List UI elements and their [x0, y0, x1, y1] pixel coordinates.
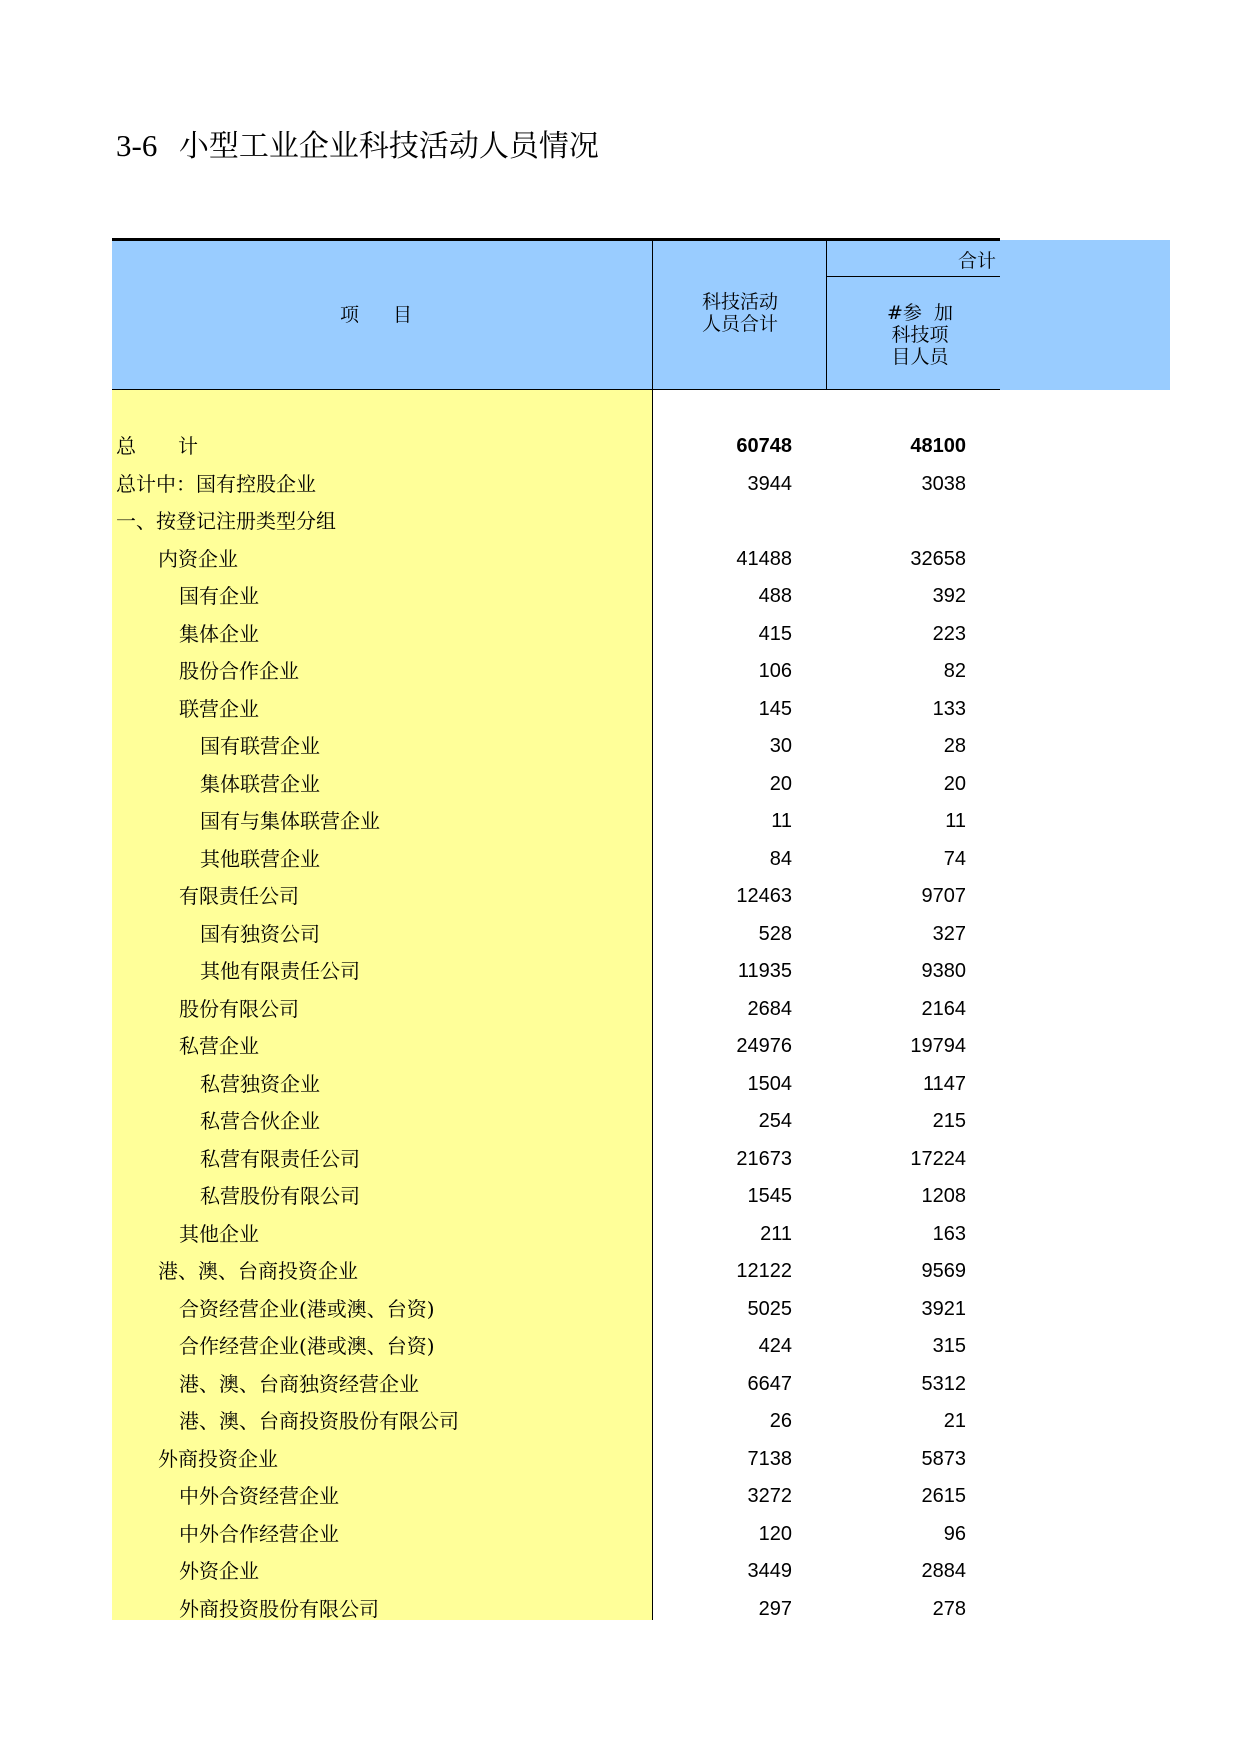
table-row	[112, 616, 1000, 654]
cell-project-participants: 315	[932, 1335, 966, 1357]
cell-project-participants: 74	[943, 847, 966, 870]
cell-total-personnel: 26	[769, 1410, 792, 1432]
cell-project-participants: 163	[932, 1222, 966, 1245]
header-top-rule	[112, 238, 1000, 241]
table-row	[112, 541, 1000, 579]
row-label: 内资企业	[158, 546, 238, 571]
cell-project-participants: 278	[932, 1597, 966, 1620]
row-label: 合资经营企业(港或澳、台资)	[179, 1296, 435, 1321]
table-row	[112, 953, 1000, 991]
cell-total-personnel: 60748	[736, 435, 792, 457]
cell-project-participants: 32658	[910, 547, 966, 570]
table-row	[112, 1441, 1000, 1479]
row-label: 有限责任公司	[179, 884, 299, 908]
cell-project-participants: 2615	[921, 1485, 966, 1507]
table-row	[112, 728, 1000, 766]
cell-total-personnel: 120	[758, 1522, 792, 1545]
page-title	[116, 120, 599, 173]
table-row	[112, 841, 1000, 879]
table-row	[112, 1591, 1000, 1629]
cell-project-participants: 5873	[921, 1447, 966, 1470]
cell-total-personnel: 5025	[747, 1297, 792, 1320]
cell-project-participants: 19794	[910, 1035, 966, 1057]
cell-project-participants: 17224	[910, 1147, 966, 1170]
cell-project-participants: 327	[932, 922, 966, 945]
row-label: 股份有限公司	[179, 996, 299, 1021]
table-row	[112, 428, 1000, 466]
table-row	[112, 1366, 1000, 1404]
cell-total-personnel: 106	[758, 660, 792, 682]
cell-total-personnel: 7138	[747, 1447, 792, 1470]
table-row	[112, 578, 1000, 616]
row-label: 一、按登记注册类型分组	[116, 509, 336, 533]
cell-project-participants: 2164	[921, 997, 966, 1020]
row-label: 国有与集体联营企业	[200, 809, 380, 833]
table-number: 3-6	[116, 128, 158, 163]
cell-total-personnel: 254	[758, 1110, 792, 1132]
table-row	[112, 1253, 1000, 1291]
table-row	[112, 653, 1000, 691]
column-divider-header	[826, 240, 827, 390]
row-label: 联营企业	[179, 696, 259, 721]
cell-project-participants: 11	[945, 810, 966, 832]
cell-total-personnel: 30	[769, 735, 792, 757]
cell-total-personnel: 20	[769, 772, 792, 795]
cell-total-personnel: 12122	[736, 1260, 792, 1282]
row-label: 国有独资公司	[200, 921, 320, 946]
cell-total-personnel: 12463	[736, 885, 792, 907]
row-label: 股份合作企业	[179, 659, 299, 683]
row-label: 港、澳、台商投资企业	[158, 1259, 358, 1283]
table-row	[112, 1516, 1000, 1554]
header-item: 项目	[340, 304, 447, 326]
cell-project-participants: 215	[932, 1110, 966, 1132]
row-label: 集体联营企业	[200, 771, 320, 796]
cell-total-personnel: 84	[769, 847, 792, 870]
cell-total-personnel: 11935	[737, 960, 792, 982]
cell-total-personnel: 415	[758, 622, 792, 645]
table-row	[112, 878, 1000, 916]
row-label: 中外合资经营企业	[179, 1484, 339, 1508]
table-row	[112, 991, 1000, 1029]
row-label: 私营独资企业	[200, 1071, 320, 1096]
header-project-participants: #参 加 科技项 目人员	[887, 302, 953, 368]
table-row	[112, 1066, 1000, 1104]
cell-project-participants: 21	[943, 1410, 966, 1432]
cell-project-participants: 82	[943, 660, 966, 682]
cell-project-participants: 48100	[910, 435, 966, 457]
table-row	[112, 1403, 1000, 1441]
cell-project-participants: 96	[943, 1522, 966, 1545]
cell-project-participants: 392	[932, 585, 966, 607]
table-row	[112, 1478, 1000, 1516]
cell-project-participants: 5312	[921, 1372, 966, 1395]
cell-project-participants: 1208	[921, 1185, 966, 1207]
cell-total-personnel: 1545	[747, 1185, 792, 1207]
table-header-band	[112, 240, 1170, 390]
table-row	[112, 1141, 1000, 1179]
cell-project-participants: 1147	[922, 1072, 966, 1095]
row-label: 其他企业	[179, 1221, 259, 1246]
cell-total-personnel: 3944	[747, 472, 792, 495]
row-label: 私营企业	[179, 1034, 259, 1058]
row-label: 外商投资企业	[158, 1446, 278, 1471]
table-row	[112, 803, 1000, 841]
cell-project-participants: 9380	[921, 960, 966, 982]
table-row	[112, 1216, 1000, 1254]
cell-total-personnel: 6647	[747, 1372, 792, 1395]
table-row	[112, 916, 1000, 954]
table-title: 小型工业企业科技活动人员情况	[178, 129, 599, 164]
cell-project-participants: 3921	[921, 1297, 966, 1320]
cell-total-personnel: 488	[758, 585, 792, 607]
cell-project-participants: 2884	[921, 1560, 966, 1582]
row-label: 中外合作经营企业	[179, 1521, 339, 1546]
cell-total-personnel: 424	[758, 1335, 792, 1357]
cell-total-personnel: 11	[771, 810, 792, 832]
table-row	[112, 503, 1000, 541]
cell-project-participants: 223	[932, 622, 966, 645]
row-label: 合作经营企业(港或澳、台资)	[179, 1334, 435, 1358]
cell-project-participants: 28	[943, 735, 966, 757]
row-label: 总计	[116, 434, 240, 458]
cell-total-personnel: 297	[758, 1597, 792, 1620]
header-total-personnel: 科技活动 人员合计	[701, 291, 778, 335]
cell-project-participants: 133	[932, 697, 966, 720]
cell-project-participants: 9707	[921, 885, 966, 907]
cell-total-personnel: 3272	[747, 1485, 792, 1507]
row-label: 港、澳、台商独资经营企业	[179, 1371, 419, 1396]
cell-project-participants: 9569	[921, 1260, 966, 1282]
row-label: 外资企业	[179, 1559, 259, 1583]
cell-total-personnel: 528	[758, 922, 792, 945]
table-row	[112, 1553, 1000, 1591]
cell-project-participants: 20	[943, 772, 966, 795]
row-label: 其他有限责任公司	[200, 959, 360, 983]
cell-total-personnel: 41488	[736, 547, 792, 570]
table-row	[112, 1291, 1000, 1329]
table-row	[112, 1178, 1000, 1216]
cell-project-participants: 3038	[921, 472, 966, 495]
table-row	[112, 1028, 1000, 1066]
header-group-total: 合计	[958, 250, 997, 272]
table-body	[112, 428, 1000, 1628]
table-row	[112, 466, 1000, 504]
table-row	[112, 766, 1000, 804]
cell-total-personnel: 2684	[747, 997, 792, 1020]
row-label: 私营合伙企业	[200, 1109, 320, 1133]
cell-total-personnel: 145	[758, 697, 792, 720]
row-label: 总计中：国有控股企业	[116, 471, 316, 496]
row-label: 私营有限责任公司	[200, 1146, 360, 1171]
row-label: 其他联营企业	[200, 846, 320, 871]
row-label: 私营股份有限公司	[200, 1184, 360, 1208]
cell-total-personnel: 211	[760, 1222, 792, 1245]
row-label: 国有联营企业	[200, 734, 320, 758]
row-label: 港、澳、台商投资股份有限公司	[179, 1409, 459, 1433]
group-sub-rule	[826, 276, 1000, 277]
header-bottom-rule	[112, 389, 1000, 390]
cell-total-personnel: 3449	[747, 1560, 792, 1582]
row-label: 集体企业	[179, 621, 259, 646]
cell-total-personnel: 24976	[736, 1035, 792, 1057]
row-label: 国有企业	[179, 584, 259, 608]
table-row	[112, 1328, 1000, 1366]
table-row	[112, 691, 1000, 729]
cell-total-personnel: 21673	[736, 1147, 792, 1170]
table-row	[112, 1103, 1000, 1141]
cell-total-personnel: 1504	[747, 1072, 792, 1095]
row-label: 外商投资股份有限公司	[179, 1596, 379, 1621]
